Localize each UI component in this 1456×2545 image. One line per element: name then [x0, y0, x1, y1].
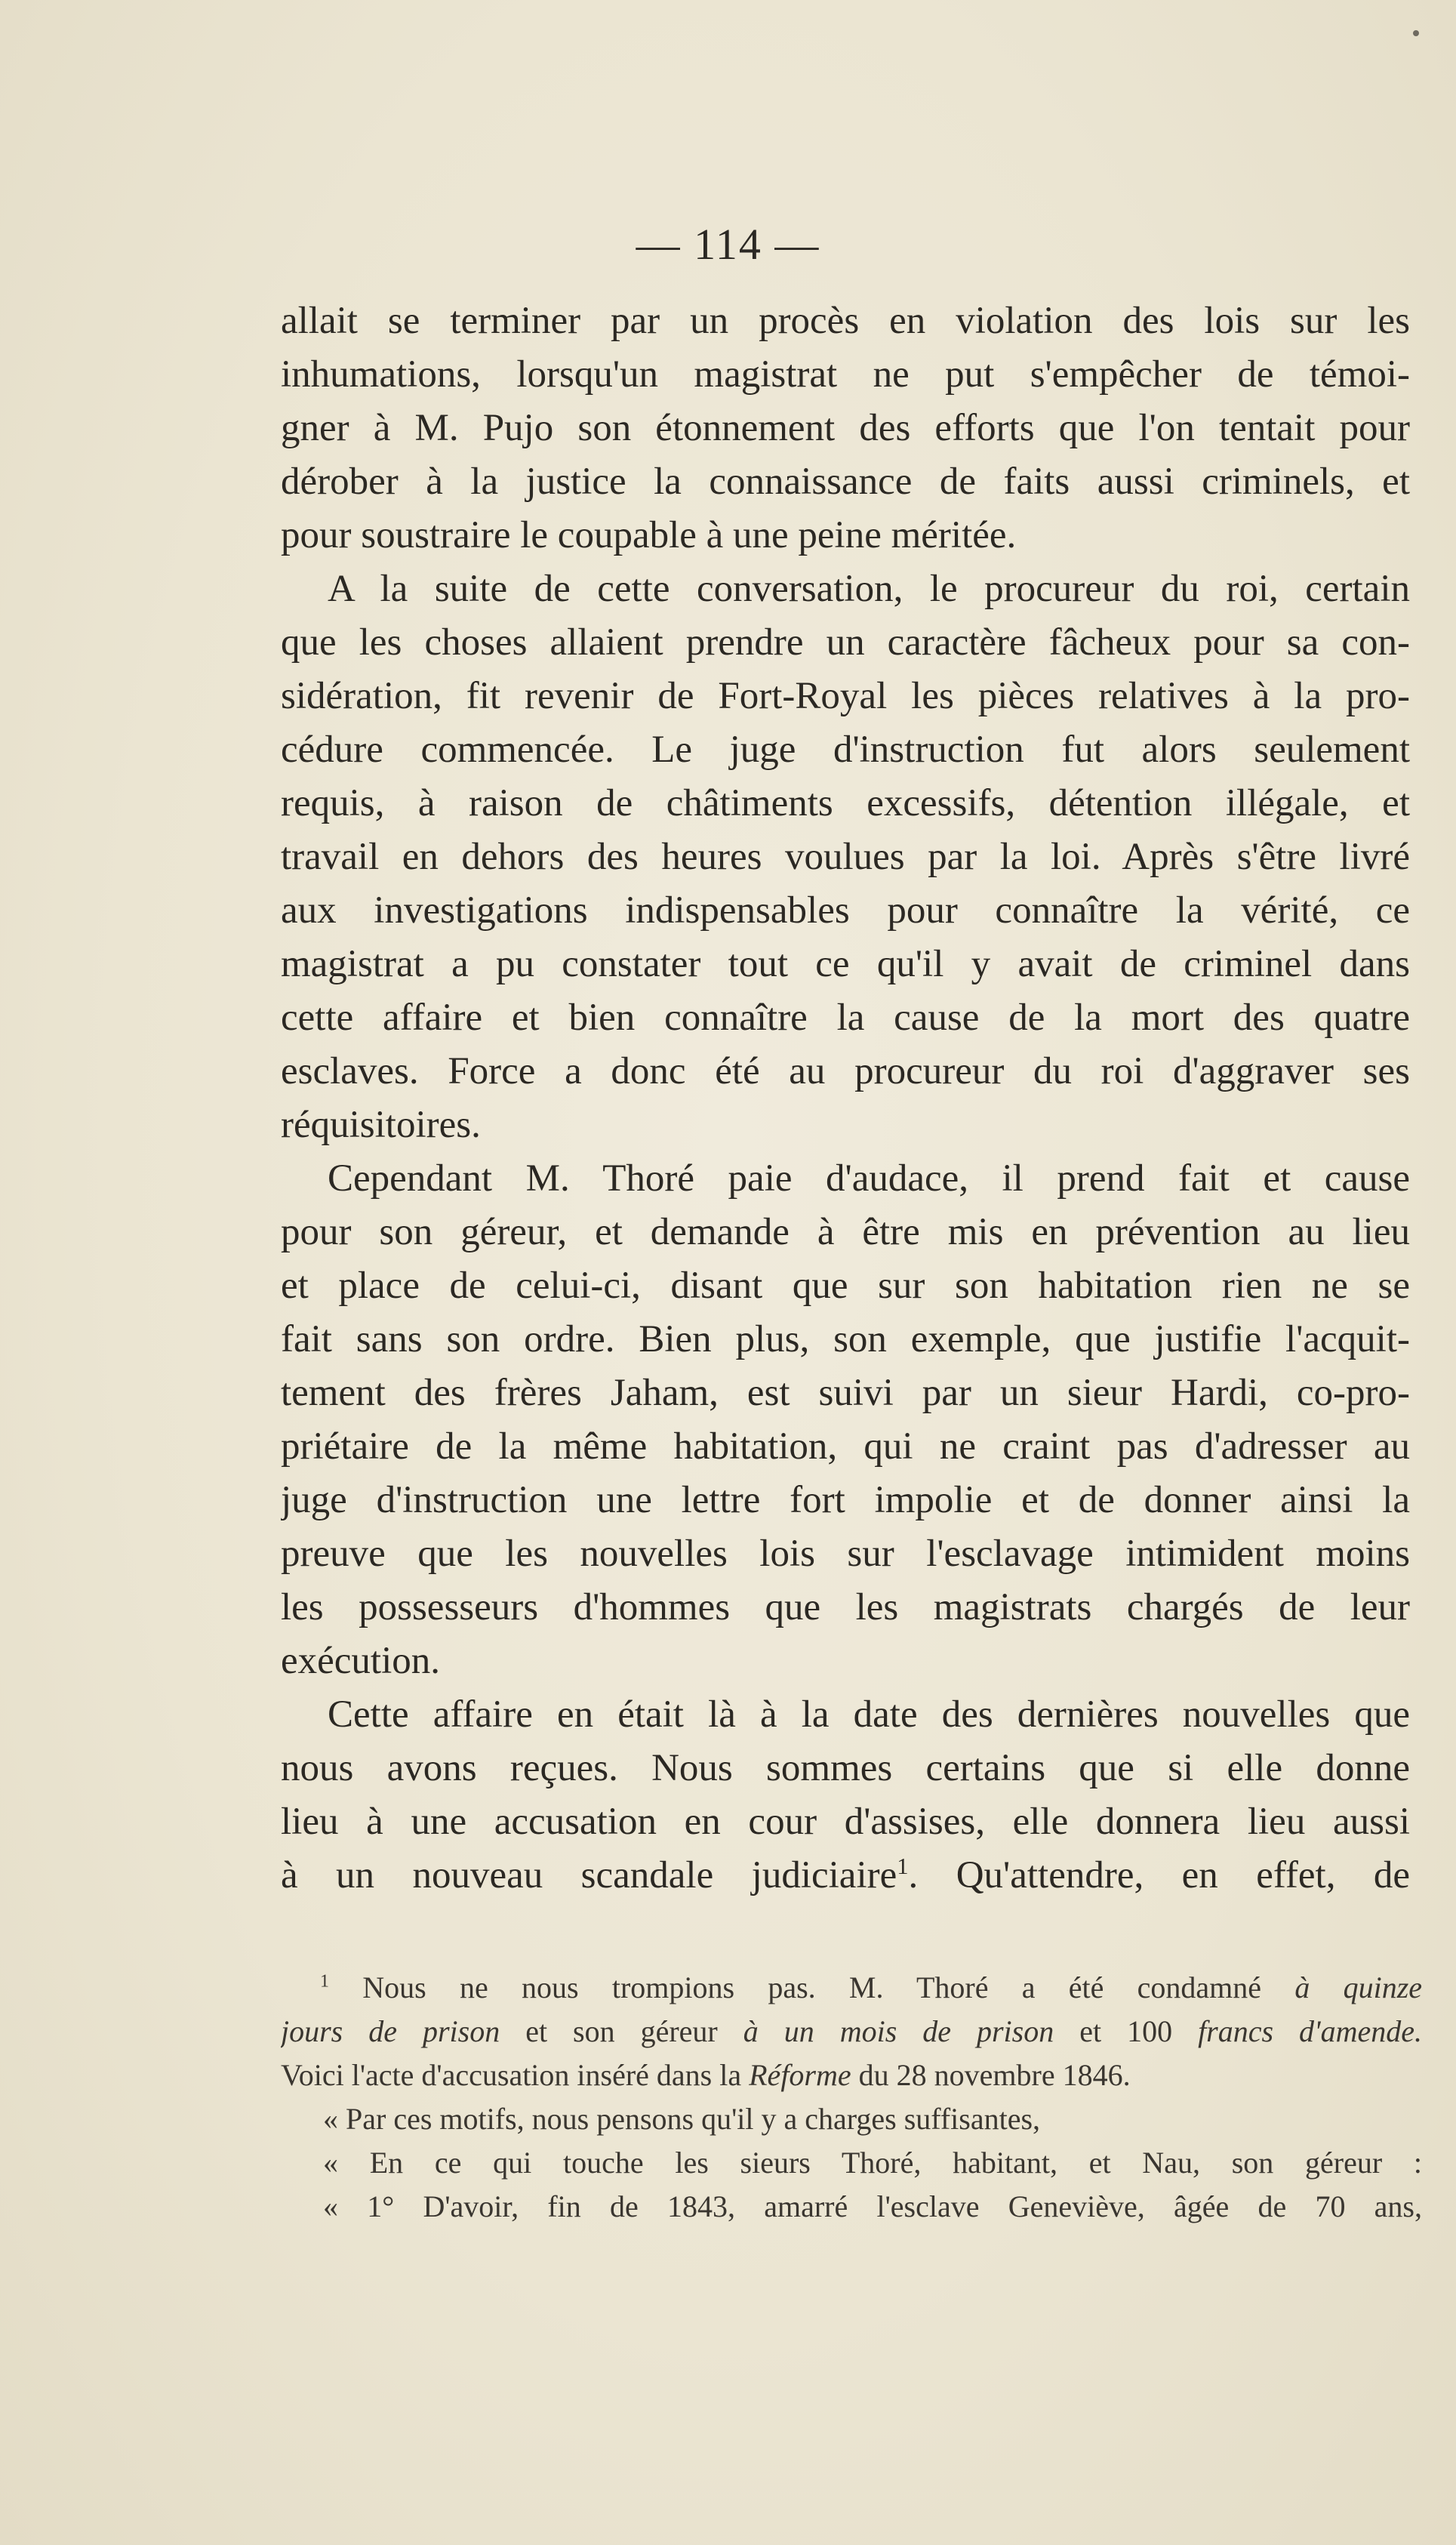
footnote-line: « Par ces motifs, nous pensons qu'il y a charges suffisantes,: [323, 2102, 1041, 2136]
text-line: juge d'instruction une lettre fort impolie et de donner ainsi la: [281, 1479, 1410, 1521]
footnote-marker: 1: [320, 1971, 329, 1992]
footnote-line: « 1° D'avoir, fin de 1843, amarré l'esclave Geneviève, âgée de 70 ans,: [323, 2189, 1422, 2223]
footnote-text: et son géreur: [525, 2014, 718, 2048]
text-line: fait sans son ordre. Bien plus, son exemple, que justifie l'acquit-: [281, 1318, 1410, 1360]
text-line: magistrat a pu constater tout ce qu'il y avait de criminel dans: [281, 943, 1410, 985]
ink-speck: [1413, 30, 1419, 36]
footnote-italic: à quinze: [1294, 1970, 1422, 2004]
footnote-text: du 28 novembre 1846.: [858, 2058, 1131, 2092]
text-line: priétaire de la même habitation, qui ne craint pas d'adresser au: [281, 1425, 1410, 1468]
main-text: [281, 294, 1410, 1903]
footnote-italic: à un mois de prison: [743, 2014, 1054, 2048]
text-line: pour soustraire le coupable à une peine méritée.: [281, 514, 1017, 556]
text-line: lieu à une accusation en cour d'assises, elle donnera lieu aussi: [281, 1801, 1410, 1843]
footnote-italic: jours de prison: [281, 2014, 500, 2048]
footnote-text: et 100: [1079, 2014, 1173, 2048]
text-line: et place de celui-ci, disant que sur son habitation rien ne se: [281, 1265, 1410, 1307]
text-line: les possesseurs d'hommes que les magistrats chargés de leur: [281, 1586, 1410, 1628]
text-line: réquisitoires.: [281, 1104, 481, 1146]
text-line: cédure commencée. Le juge d'instruction fut alors seulement: [281, 729, 1410, 771]
text-line: tement des frères Jaham, est suivi par un sieur Hardi, co-pro-: [281, 1372, 1410, 1414]
footnote-line: [281, 2010, 1422, 2054]
text-line: nous avons reçues. Nous sommes certains que si elle donne: [281, 1747, 1410, 1789]
text-line: que les choses allaient prendre un caractère fâcheux pour sa con-: [281, 621, 1410, 664]
text-line: Cependant M. Thoré paie d'audace, il prend fait et cause: [328, 1157, 1410, 1200]
text-line: Cette affaire en était là à la date des dernières nouvelles que: [328, 1693, 1410, 1736]
text-line: requis, à raison de châtiments excessifs, détention illégale, et: [281, 782, 1410, 824]
footnote-line: [281, 2054, 1422, 2097]
text-line: sidération, fit revenir de Fort-Royal les pièces relatives à la pro-: [281, 675, 1410, 717]
text-line: [281, 1849, 1410, 1903]
footnote-italic: francs d'amende.: [1198, 2014, 1422, 2048]
text-line: allait se terminer par un procès en violation des lois sur les: [281, 300, 1410, 342]
footnote-line: [281, 1966, 1422, 2010]
text-line: dérober à la justice la connaissance de faits aussi criminels, et: [281, 461, 1410, 503]
text-line: travail en dehors des heures voulues par la loi. Après s'être livré: [281, 836, 1410, 878]
text-line: aux investigations indispensables pour connaître la vérité, ce: [281, 889, 1410, 932]
text-line: A la suite de cette conversation, le procureur du roi, certain: [328, 568, 1410, 610]
footnote-italic: Réforme: [749, 2058, 851, 2092]
text-line: inhumations, lorsqu'un magistrat ne put s'empêcher de témoi-: [281, 353, 1410, 396]
text-line: esclaves. Force a donc été au procureur du roi d'aggraver ses: [281, 1050, 1410, 1092]
text-line: exécution.: [281, 1640, 440, 1682]
text-line: gner à M. Pujo son étonnement des efforts que l'on tentait pour: [281, 407, 1410, 449]
footnote-reference: 1: [897, 1853, 909, 1879]
footnote-text: Nous ne nous trompions pas. M. Thoré a été condamné: [362, 1970, 1262, 2004]
footnote-line: « En ce qui touche les sieurs Thoré, habitant, et Nau, son géreur :: [323, 2146, 1422, 2180]
footnote-text: Voici l'acte d'accusation inséré dans la: [281, 2058, 742, 2092]
text-line: cette affaire et bien connaître la cause de la mort des quatre: [281, 997, 1410, 1039]
text-fragment: . Qu'attendre, en effet, de: [908, 1854, 1410, 1896]
text-fragment: à un nouveau scandale judiciaire: [281, 1854, 897, 1896]
footnotes: [281, 1966, 1422, 2229]
text-line: pour son géreur, et demande à être mis en prévention au lieu: [281, 1211, 1410, 1253]
page-number: — 114 —: [636, 220, 820, 269]
text-line: preuve que les nouvelles lois sur l'esclavage intimident moins: [281, 1533, 1410, 1575]
